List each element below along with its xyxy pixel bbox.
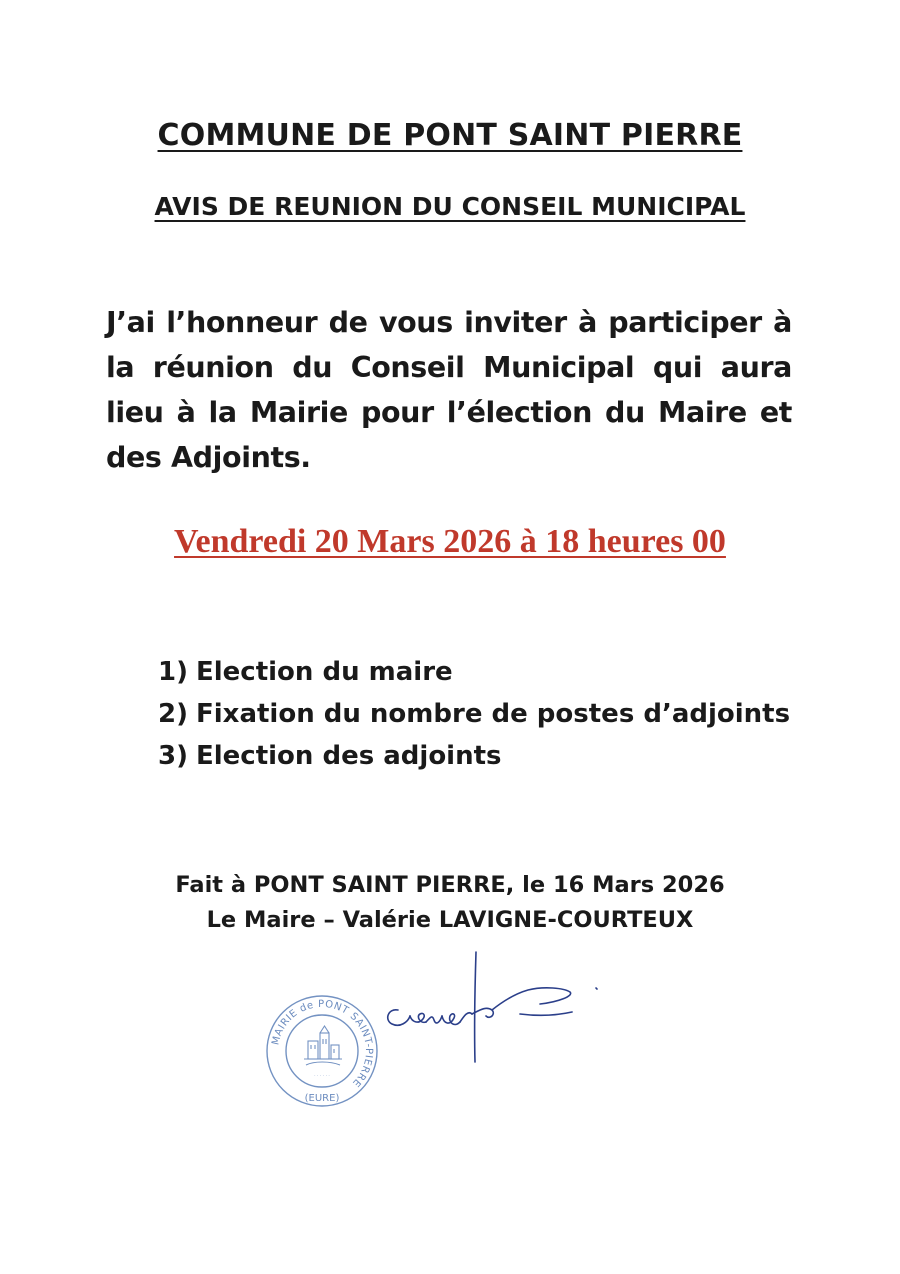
agenda-item [158, 693, 790, 735]
agenda-item-number: 2) [158, 699, 188, 729]
stamp-department: (EURE) [304, 1093, 340, 1104]
meeting-date [0, 523, 900, 561]
agenda-list [158, 651, 790, 777]
stamp-ring-text: MAIRIE de PONT SAINT-PIERRE [270, 998, 375, 1089]
agenda-item-label: Election du maire [196, 657, 453, 687]
mairie-stamp [264, 993, 380, 1109]
notice-heading-text: AVIS DE REUNION DU CONSEIL MUNICIPAL [154, 192, 746, 221]
agenda-item-label: Election des adjoints [196, 741, 502, 771]
place-date: Fait à PONT SAINT PIERRE, le 16 Mars 2026 [175, 872, 725, 898]
commune-title-text: COMMUNE DE PONT SAINT PIERRE [157, 118, 743, 153]
svg-text:· · · · · ·: · · · · · · [314, 1074, 330, 1079]
meeting-date-text: Vendredi 20 Mars 2026 à 18 heures 00 [174, 523, 726, 560]
notice-heading [0, 192, 900, 221]
signatory: Le Maire – Valérie LAVIGNE-COURTEUX [206, 907, 694, 933]
agenda-item [158, 735, 790, 777]
agenda-item [158, 651, 790, 693]
agenda-item-number: 3) [158, 741, 188, 771]
agenda-item-number: 1) [158, 657, 188, 687]
signoff-block [0, 868, 900, 938]
agenda-item-label: Fixation du nombre de postes d’adjoints [196, 699, 791, 729]
invitation-paragraph: J’ai l’honneur de vous inviter à participer à la réunion du Conseil Municipal qui aura lieu à la Mairie pour l’élection du Maire et des Adjoints. [106, 306, 792, 474]
mayor-signature [368, 944, 608, 1064]
commune-title [0, 118, 900, 153]
